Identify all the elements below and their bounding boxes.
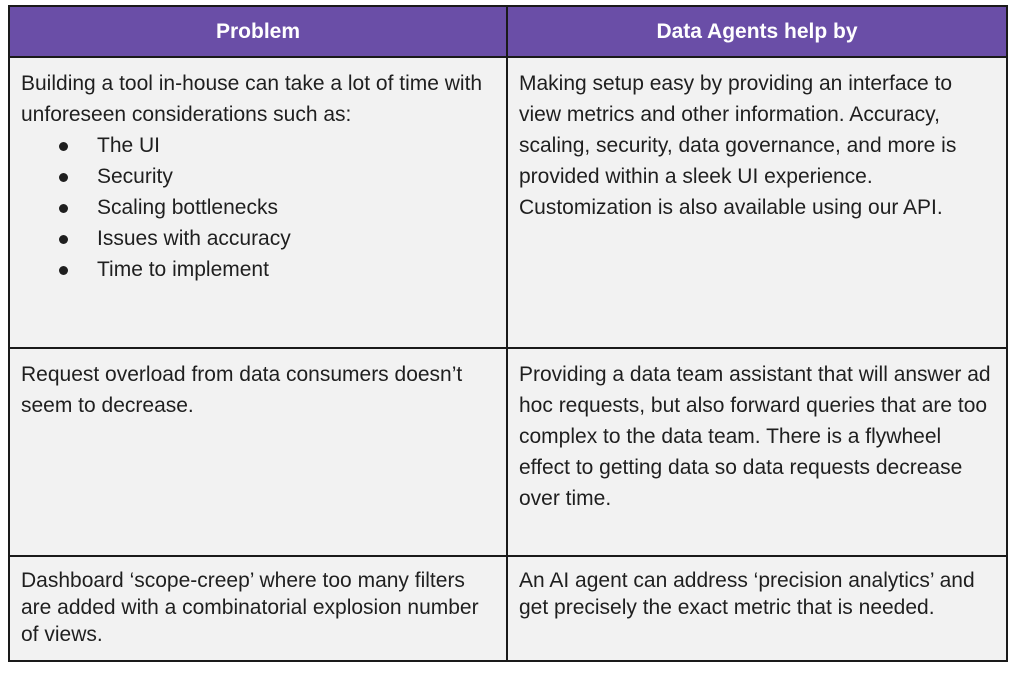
problem-column-header: Problem [9, 6, 507, 57]
problem-text: Dashboard ‘scope-creep’ where too many filters are added with a combinatorial explosion number of views. [21, 569, 479, 646]
bullet-item [59, 161, 496, 192]
bullet-icon [59, 173, 68, 182]
solution-text: Making setup easy by providing an interface to view metrics and other information. Accuracy, scaling, security, data governance, and more is provided within a sleek UI experience. Customization is also available using our API. [519, 72, 957, 219]
solution-cell [507, 348, 1007, 556]
table-row [9, 57, 1007, 348]
bullet-icon [59, 204, 68, 213]
bullet-text: Time to implement [97, 258, 269, 281]
solution-cell [507, 57, 1007, 348]
problem-text: Building a tool in-house can take a lot of time with unforeseen considerations such as: [21, 72, 483, 126]
bullet-text: Security [97, 165, 173, 188]
bullet-item [59, 130, 496, 161]
problem-bullet-list [21, 130, 496, 285]
solution-cell [507, 556, 1007, 661]
header-row [9, 6, 1007, 57]
table-row [9, 556, 1007, 661]
bullet-icon [59, 142, 68, 151]
problem-cell [9, 57, 507, 348]
problem-text: Request overload from data consumers doesn’t seem to decrease. [21, 363, 463, 417]
solution-text: Providing a data team assistant that will answer ad hoc requests, but also forward queries that are too complex to the data team. There is a flywheel effect to getting data so data requests decrease over time. [519, 363, 991, 510]
solution-text: An AI agent can address ‘precision analytics’ and get precisely the exact metric that is needed. [519, 569, 975, 619]
problem-cell [9, 348, 507, 556]
bullet-text: Scaling bottlenecks [97, 196, 278, 219]
bullet-item [59, 223, 496, 254]
table-row [9, 348, 1007, 556]
comparison-table [8, 5, 1008, 662]
solution-column-header: Data Agents help by [507, 6, 1007, 57]
bullet-icon [59, 235, 68, 244]
problem-cell [9, 556, 507, 661]
bullet-item [59, 254, 496, 285]
bullet-text: Issues with accuracy [97, 227, 291, 250]
bullet-item [59, 192, 496, 223]
bullet-icon [59, 266, 68, 275]
bullet-text: The UI [97, 134, 161, 157]
